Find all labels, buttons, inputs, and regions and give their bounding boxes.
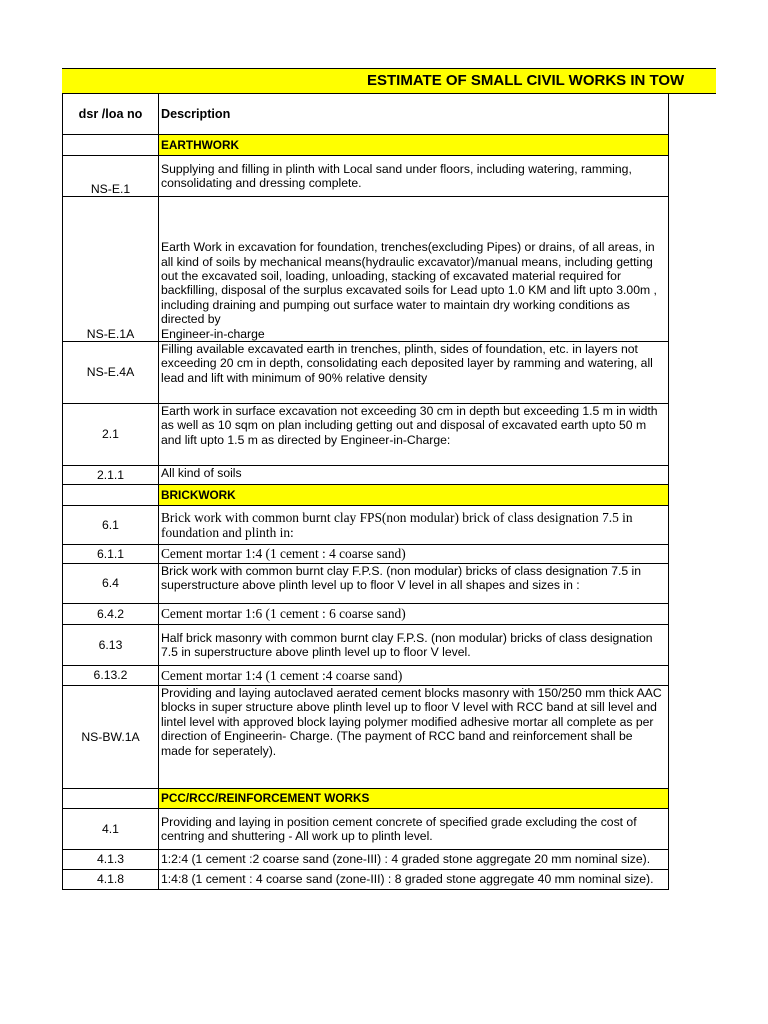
- row-description: Half brick masonry with common burnt clay F.P.S. (non modular) bricks of class designation 7.5 in superstructure above plinth level up to floor V level.: [159, 625, 669, 666]
- row-code: 2.1.1: [63, 466, 159, 485]
- table-row: [63, 506, 669, 545]
- table-row: [63, 809, 669, 850]
- table-row: [63, 625, 669, 666]
- row-description: Providing and laying autoclaved aerated cement blocks masonry with 150/250 mm thick AAC blocks in super structure above plinth level up to floor V level with RCC band at sill level and lintel level with approved block laying polymer modified adhesive mortar all complete as per direction of Engineerin- Charge. (The payment of RCC band and reinforcement shall be made for seperately).: [159, 686, 669, 789]
- header-code: dsr /loa no: [63, 94, 159, 135]
- section-row: [63, 485, 669, 506]
- header-description: Description: [159, 94, 669, 135]
- row-description: Cement mortar 1:4 (1 cement :4 coarse sand): [159, 666, 669, 686]
- section-label: BRICKWORK: [159, 485, 669, 506]
- row-description: All kind of soils: [159, 466, 669, 485]
- row-description: Providing and laying in position cement concrete of specified grade excluding the cost of centring and shuttering - All work up to plinth level.: [159, 809, 669, 850]
- section-label: EARTHWORK: [159, 135, 669, 156]
- table-row: [63, 466, 669, 485]
- section-row: [63, 135, 669, 156]
- row-code: 6.1.1: [63, 545, 159, 564]
- row-description: Brick work with common burnt clay FPS(non modular) brick of class designation 7.5 in foundation and plinth in:: [159, 506, 669, 545]
- table-row: [63, 545, 669, 564]
- row-code: 6.4.2: [63, 604, 159, 625]
- row-code: NS-E.1A: [63, 197, 159, 342]
- row-description: Earth Work in excavation for foundation, trenches(excluding Pipes) or drains, of all areas, in all kind of soils by mechanical means(hydraulic excavator)/manual means, including getting out the excavated soil, loading, unloading, stacking of excavated material required for backfilling, disposal of the surplus excavated soils for Lead upto 1.0 KM and lift upto 3.00m , including draining and pumping out surface water to maintain dry working conditions as directed by Engineer-in-charge: [159, 197, 669, 342]
- table-row: [63, 156, 669, 197]
- estimate-table: [62, 93, 669, 890]
- table-row: [63, 197, 669, 342]
- header-row: [63, 94, 669, 135]
- row-code: NS-E.4A: [63, 342, 159, 404]
- table-row: [63, 850, 669, 870]
- row-description: 1:2:4 (1 cement :2 coarse sand (zone-III) : 4 graded stone aggregate 20 mm nominal size).: [159, 850, 669, 870]
- section-label: PCC/RCC/REINFORCEMENT WORKS: [159, 789, 669, 809]
- table-row: [63, 404, 669, 466]
- table-row: [63, 604, 669, 625]
- row-code: NS-E.1: [63, 156, 159, 197]
- row-description: Supplying and filling in plinth with Local sand under floors, including watering, ramming, consolidating and dressing complete.: [159, 156, 669, 197]
- row-code: 2.1: [63, 404, 159, 466]
- row-code: NS-BW.1A: [63, 686, 159, 789]
- row-code: 6.1: [63, 506, 159, 545]
- title-bar: [62, 68, 716, 94]
- row-code: 6.13.2: [63, 666, 159, 686]
- row-code: 4.1.8: [63, 870, 159, 890]
- row-description: Earth work in surface excavation not exceeding 30 cm in depth but exceeding 1.5 m in width as well as 10 sqm on plan including getting out and disposal of excavated earth upto 50 m and lift upto 1.5 m as directed by Engineer-in-Charge:: [159, 404, 669, 466]
- row-description: Filling available excavated earth in trenches, plinth, sides of foundation, etc. in layers not exceeding 20 cm in depth, consolidating each deposited layer by ramming and watering, all lead and lift with minimum of 90% relative density: [159, 342, 669, 404]
- row-code: [63, 485, 159, 506]
- row-code: 6.13: [63, 625, 159, 666]
- sheet-title: ESTIMATE OF SMALL CIVIL WORKS IN TOW: [367, 72, 685, 89]
- row-code: [63, 789, 159, 809]
- row-code: [63, 135, 159, 156]
- table-row: [63, 686, 669, 789]
- row-code: 4.1: [63, 809, 159, 850]
- row-description: 1:4:8 (1 cement : 4 coarse sand (zone-III) : 8 graded stone aggregate 40 mm nominal size).: [159, 870, 669, 890]
- table-row: [63, 666, 669, 686]
- row-code: 6.4: [63, 564, 159, 604]
- row-description: Cement mortar 1:4 (1 cement : 4 coarse sand): [159, 545, 669, 564]
- table-row: [63, 342, 669, 404]
- table-row: [63, 564, 669, 604]
- section-row: [63, 789, 669, 809]
- row-description: Brick work with common burnt clay F.P.S. (non modular) bricks of class designation 7.5 in superstructure above plinth level up to floor V level in all shapes and sizes in :: [159, 564, 669, 604]
- row-code: 4.1.3: [63, 850, 159, 870]
- table-row: [63, 870, 669, 890]
- row-description: Cement mortar 1:6 (1 cement : 6 coarse sand): [159, 604, 669, 625]
